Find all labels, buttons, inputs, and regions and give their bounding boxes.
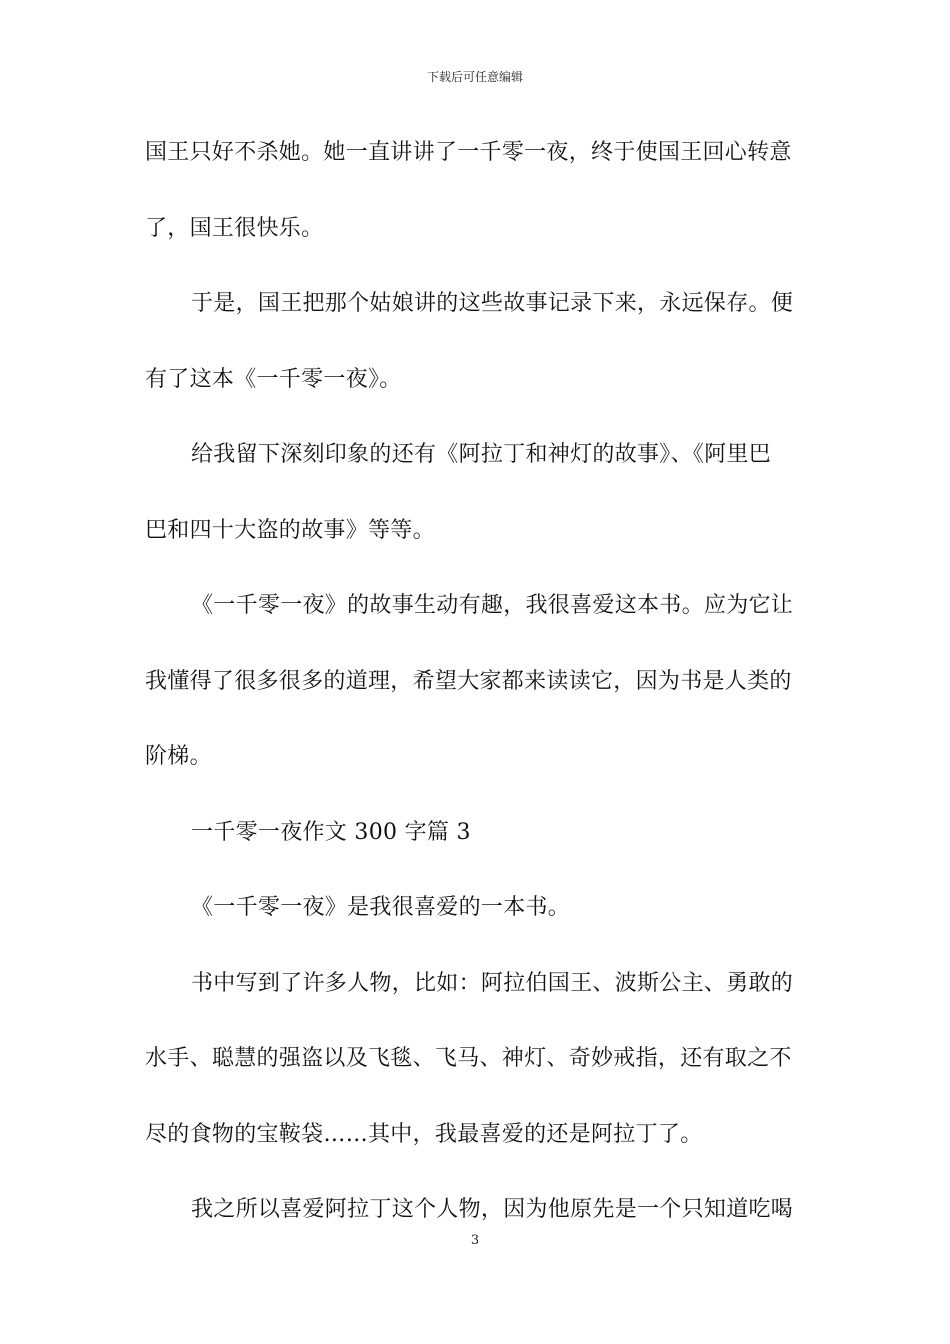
- text-line: 给我留下深刻印象的还有《阿拉丁和神灯的故事》、《阿里巴: [191, 442, 772, 467]
- section-heading: 一千零一夜作文 300 字篇 3: [191, 819, 471, 845]
- page-number: 3: [470, 1233, 480, 1248]
- text-line: 书中写到了许多人物，比如：阿拉伯国王、波斯公主、勇敢的: [191, 970, 794, 996]
- text-line: 《一千零一夜》是我很喜爱的一本书。: [191, 895, 571, 920]
- text-line: 有了这本《一千零一夜》。: [145, 366, 402, 392]
- text-line: 《一千零一夜》的故事生动有趣，我很喜爱这本书。应为它让: [191, 593, 794, 618]
- text-line: 水手、聪慧的强盗以及飞毯、飞马、神灯、奇妙戒指，还有取之不: [145, 1046, 792, 1071]
- text-line: 阶梯。: [145, 744, 212, 769]
- text-line: 巴和四十大盗的故事》等等。: [145, 517, 435, 543]
- page-header: 下载后可任意编辑: [426, 70, 523, 84]
- text-line: 尽的食物的宝鞍袋……其中，我最喜爱的还是阿拉丁了。: [145, 1121, 703, 1147]
- text-line: 于是，国王把那个姑娘讲的这些故事记录下来，永远保存。便: [191, 291, 794, 316]
- text-line: 我懂得了很多很多的道理，希望大家都来读读它，因为书是人类的: [145, 668, 792, 694]
- text-line: 了，国王很快乐。: [145, 215, 324, 241]
- body-text: [145, 130, 810, 1263]
- text-line: 我之所以喜爱阿拉丁这个人物，因为他原先是一个只知道吃喝: [191, 1197, 794, 1222]
- text-line: 国王只好不杀她。她一直讲讲了一千零一夜，终于使国王回心转意: [145, 140, 792, 165]
